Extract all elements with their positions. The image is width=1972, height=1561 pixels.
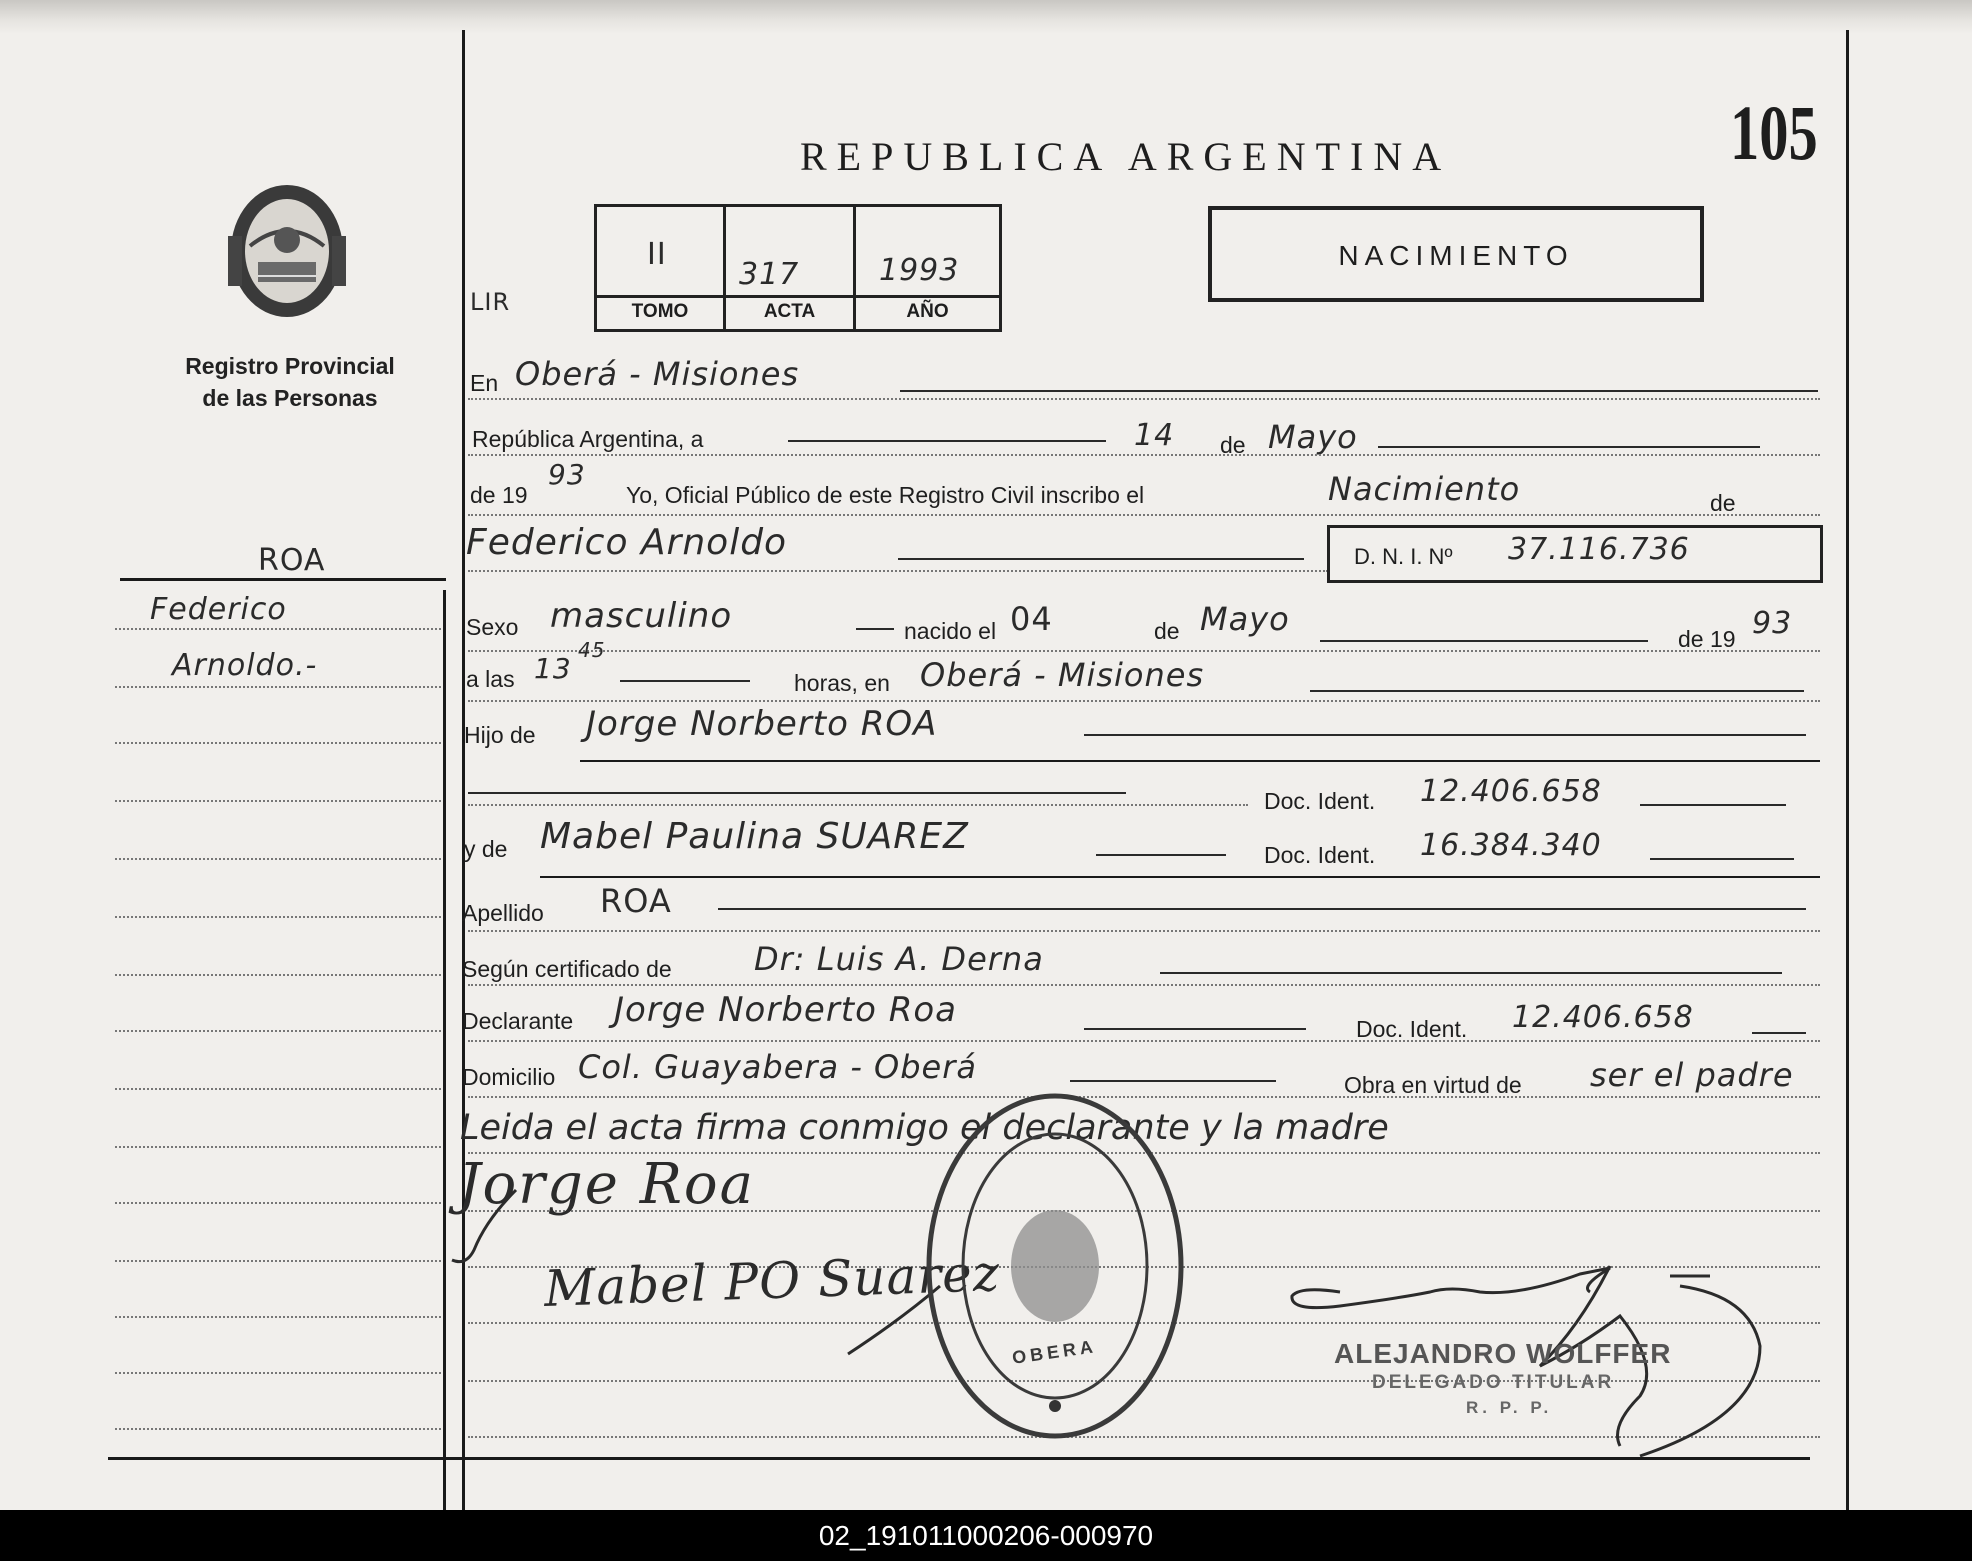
- sidebar-line: [115, 1146, 441, 1148]
- domicilio-label: Domicilio: [462, 1064, 556, 1090]
- fill-dash: [468, 792, 1126, 794]
- sidebar-line: [115, 628, 441, 630]
- sidebar-line: [115, 916, 441, 918]
- obra-label: Obra en virtud de: [1344, 1072, 1522, 1098]
- fill-dash: [900, 390, 1818, 392]
- fill-dash: [1070, 1080, 1276, 1082]
- act-value: Nacimiento: [1328, 470, 1521, 508]
- sidebar-line: [115, 1372, 441, 1374]
- official-text: Yo, Oficial Público de este Registro Civil inscribo el: [626, 482, 1145, 508]
- fill-dash: [1084, 734, 1806, 736]
- oficial-name: ALEJANDRO WOLFFER: [1334, 1338, 1672, 1369]
- apellido-label: Apellido: [462, 900, 544, 926]
- declarante-signature: Jorge Roa: [458, 1152, 755, 1217]
- republica-label: República Argentina, a: [472, 426, 704, 452]
- nacido-label: nacido el: [904, 618, 997, 644]
- de-19-label: de 19: [470, 482, 528, 508]
- dni-box: [1327, 525, 1823, 583]
- mother-underline: [540, 876, 1820, 878]
- hour-value: 13: [534, 652, 572, 685]
- father-underline: [580, 760, 1820, 762]
- sidebar-surname: ROA: [258, 543, 326, 578]
- sidebar-line: [115, 800, 441, 802]
- fill-dash: [1650, 858, 1794, 860]
- year-value: 93: [548, 458, 586, 491]
- fill-dash: [1096, 854, 1226, 856]
- apellido-value: ROA: [600, 882, 672, 920]
- file-id-caption: 02_191011000206-000970: [0, 1510, 1972, 1561]
- form-line: [468, 398, 1820, 400]
- declarante-doc-value: 12.406.658: [1512, 1000, 1694, 1035]
- registry-name: [150, 350, 430, 414]
- place-value: Oberá - Misiones: [515, 355, 800, 393]
- mother-doc-label: Doc. Ident.: [1264, 842, 1376, 868]
- declarante-label: Declarante: [462, 1008, 574, 1034]
- sidebar-line: [115, 974, 441, 976]
- registry-line-2: de las Personas: [202, 385, 378, 411]
- sidebar-line: [115, 858, 441, 860]
- form-line: [468, 984, 1820, 986]
- birth-day-value: 04: [1010, 600, 1053, 638]
- oficial-org: R. P. P.: [1466, 1398, 1553, 1417]
- mother-doc-value: 16.384.340: [1420, 828, 1602, 863]
- fill-dash: [1310, 690, 1804, 692]
- record-type: NACIMIENTO: [1338, 240, 1574, 271]
- right-border: [1846, 30, 1849, 1510]
- sexo-label: Sexo: [466, 614, 519, 640]
- form-line: [468, 514, 1820, 516]
- form-line: [468, 650, 1820, 652]
- sidebar-line: [115, 742, 441, 744]
- de-19-label-2: de 19: [1678, 626, 1736, 652]
- declarante-value: Jorge Norberto Roa: [614, 990, 958, 1030]
- sidebar-line: [115, 1088, 441, 1090]
- segun-label: Según certificado de: [462, 956, 672, 982]
- birth-month-value: Mayo: [1200, 600, 1290, 638]
- sidebar-given-name-1: Federico: [150, 592, 287, 627]
- form-line: [468, 1040, 1820, 1042]
- doctor-value: Dr: Luis A. Derna: [754, 940, 1044, 978]
- sidebar-line: [115, 1428, 441, 1430]
- fill-dash: [1752, 1032, 1806, 1034]
- obra-value: ser el padre: [1590, 1056, 1794, 1094]
- registry-line-1: Registro Provincial: [185, 353, 395, 379]
- record-type-box: [1208, 206, 1704, 302]
- acta-value: 317: [739, 257, 800, 292]
- full-name-value: Federico Arnoldo: [466, 522, 788, 563]
- fill-dash: [898, 558, 1304, 560]
- month-value: Mayo: [1268, 418, 1358, 456]
- father-value: Jorge Norberto ROA: [586, 704, 938, 744]
- fill-dash: [1378, 446, 1760, 448]
- minutes-value: 45: [578, 638, 606, 662]
- lir-note: LIR: [470, 288, 511, 316]
- fill-dash: [1084, 1028, 1306, 1030]
- acta-label: ACTA: [763, 301, 816, 322]
- sidebar-line: [115, 1202, 441, 1204]
- form-line: [468, 454, 1820, 456]
- birth-year-value: 93: [1752, 606, 1793, 641]
- form-line: [468, 930, 1820, 932]
- declarante-doc-label: Doc. Ident.: [1356, 1016, 1468, 1042]
- left-column-border: [462, 30, 465, 1510]
- sidebar-rule: [120, 578, 446, 581]
- sidebar-given-name-2: Arnoldo.-: [172, 648, 318, 683]
- father-doc-value: 12.406.658: [1420, 774, 1602, 809]
- sexo-value: masculino: [550, 596, 733, 636]
- form-line: [468, 700, 1820, 702]
- day-value: 14: [1134, 418, 1175, 453]
- fill-dash: [1160, 972, 1782, 974]
- page-number: 105: [1730, 89, 1818, 176]
- fill-dash: [718, 908, 1806, 910]
- signature-flourish-icon: [446, 1180, 536, 1270]
- hijo-label: Hijo de: [464, 722, 536, 748]
- sidebar-line: [115, 1316, 441, 1318]
- ano-value: 1993: [879, 253, 960, 288]
- mother-value: Mabel Paulina SUAREZ: [540, 816, 969, 857]
- record-reference-box: [594, 204, 1002, 332]
- fill-dash: [620, 680, 750, 682]
- official-stamp-icon: [920, 1086, 1190, 1446]
- fill-dash: [1320, 640, 1648, 642]
- a-las-label: a las: [466, 666, 515, 692]
- madre-signature: Mabel PO Suarez: [543, 1244, 1001, 1318]
- sidebar-lower-border: [443, 590, 446, 1510]
- sidebar-line: [115, 1030, 441, 1032]
- sidebar-line: [115, 1260, 441, 1262]
- sidebar-line: [115, 686, 441, 688]
- country-title: REPUBLICA ARGENTINA: [800, 134, 1452, 179]
- tomo-value: II: [647, 237, 667, 272]
- oficial-title: DELEGADO TITULAR: [1372, 1372, 1615, 1393]
- ano-label: AÑO: [906, 301, 949, 322]
- dni-value: 37.116.736: [1508, 532, 1690, 567]
- leida-value: Leida el acta firma conmigo el declarante y la madre: [460, 1108, 1389, 1148]
- horas-label: horas, en: [794, 670, 890, 696]
- fill-dash: [788, 440, 1106, 442]
- de-label-2: de: [1710, 490, 1736, 516]
- fill-dash: [856, 628, 894, 630]
- page-top-shadow: [0, 0, 1972, 34]
- father-doc-label: Doc. Ident.: [1264, 788, 1376, 814]
- en-label: En: [470, 370, 499, 396]
- form-line: [468, 804, 1248, 806]
- tomo-label: TOMO: [631, 301, 689, 322]
- de-label: de: [1220, 432, 1246, 458]
- form-line: [468, 570, 1328, 572]
- de-label-3: de: [1154, 618, 1180, 644]
- stamp-city: OBERA: [1010, 1336, 1098, 1368]
- province-seal-icon: [222, 176, 352, 326]
- dni-label: D. N. I. Nº: [1354, 544, 1453, 569]
- domicilio-value: Col. Guayabera - Oberá: [578, 1048, 977, 1086]
- birth-place-value: Oberá - Misiones: [920, 656, 1205, 694]
- y-de-label: y de: [464, 836, 508, 862]
- fill-dash: [1640, 804, 1786, 806]
